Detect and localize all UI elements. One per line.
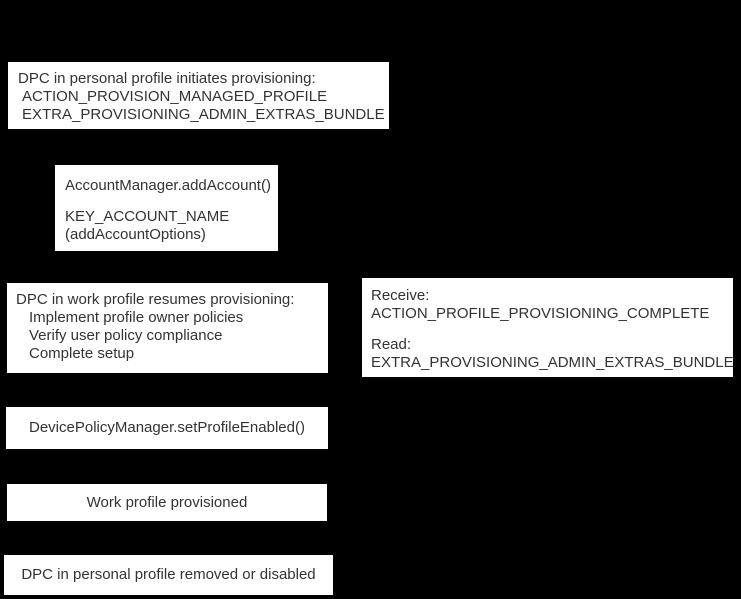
line-verify-user-policy-compliance: Verify user policy compliance — [29, 327, 223, 344]
line-extra-provisioning-admin-extras-bundle: EXTRA_PROVISIONING_ADMIN_EXTRAS_BUNDLE — [371, 354, 734, 371]
line-receive-label: Receive: — [371, 287, 430, 304]
line-setprofileenabled-call: DevicePolicyManager.setProfileEnabled() — [29, 419, 305, 436]
box-title-line: DPC in personal profile initiates provisioning: — [18, 70, 316, 87]
line-action-profile-provisioning-complete: ACTION_PROFILE_PROVISIONING_COMPLETE — [371, 305, 710, 322]
line-complete-setup: Complete setup — [29, 345, 135, 362]
box-dpc-personal-removed-or-disabled — [4, 555, 333, 595]
line-addaccountoptions: (addAccountOptions) — [65, 226, 206, 243]
line-work-profile-provisioned: Work profile provisioned — [86, 493, 248, 511]
line-key-account-name: KEY_ACCOUNT_NAME — [65, 208, 230, 225]
line-action-provision-managed-profile: ACTION_PROVISION_MANAGED_PROFILE — [22, 88, 328, 105]
line-dpc-personal-removed-or-disabled: DPC in personal profile removed or disabled — [21, 566, 316, 583]
line-read-label: Read: — [371, 336, 412, 353]
line-implement-profile-owner-policies: Implement profile owner policies — [29, 309, 244, 326]
box-dpc-work-resumes-provisioning — [7, 283, 328, 373]
box-title-line: DPC in work profile resumes provisioning: — [16, 291, 295, 308]
box-accountmanager-addaccount — [55, 165, 278, 251]
box-work-profile-provisioned — [7, 484, 327, 521]
line-extra-provisioning-admin-extras-bundle: EXTRA_PROVISIONING_ADMIN_EXTRAS_BUNDLE — [22, 106, 385, 123]
box-receive-provisioning-complete — [362, 278, 733, 377]
line-addaccount-call: AccountManager.addAccount() — [65, 177, 271, 194]
box-dpc-personal-initiates-provisioning — [8, 62, 389, 129]
box-setprofileenabled — [6, 407, 328, 449]
